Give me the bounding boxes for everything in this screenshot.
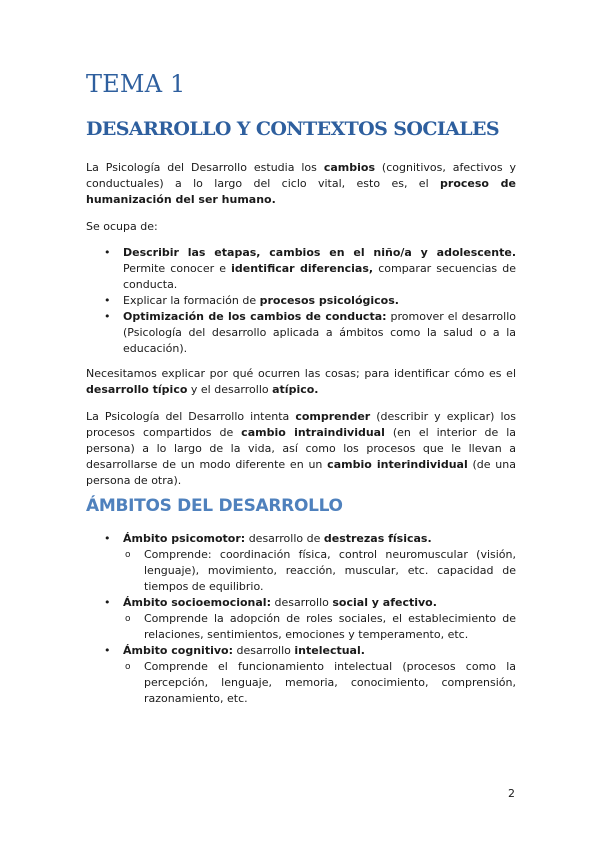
int-text-1: La Psicología del Desarrollo intenta: [86, 410, 296, 423]
list-item: [104, 643, 516, 659]
objectives-list: [104, 245, 516, 357]
ambitos-list: [104, 531, 516, 707]
page-subtitle: DESARROLLO Y CONTEXTOS SOCIALES: [86, 118, 500, 140]
amb3-text: desarrollo: [232, 644, 295, 657]
intro-bold-1: cambios: [323, 161, 375, 174]
item3-bold-1: Optimización de los cambios de conducta:: [123, 310, 387, 323]
nec-bold-2: atípico.: [272, 383, 319, 396]
intro-text-2: (cognitivos, afectivos y conductuales) a lo largo del ciclo vital, esto es, el: [86, 161, 517, 190]
sub-list-item: o Comprende: coordinación física, control neuromuscular (visión, lenguaje), movimiento, reacción, muscular, etc. capacidad de tiempos de equilibrio.: [125, 547, 516, 595]
item2-text-1: Explicar la formación de: [123, 294, 260, 307]
amb1-bold: Ámbito psicomotor:: [123, 532, 246, 545]
nec-text-2: y el desarrollo: [187, 383, 273, 396]
page-title: TEMA 1: [86, 70, 186, 98]
se-ocupa-paragraph: [86, 219, 516, 235]
amb2-text: desarrollo: [270, 596, 333, 609]
nec-bold-1: desarrollo típico: [86, 383, 188, 396]
amb1-text: desarrollo de: [245, 532, 324, 545]
int-bold-1: comprender: [295, 410, 371, 423]
list-item: [104, 531, 516, 547]
amb1-bold-2: destrezas físicas.: [323, 532, 432, 545]
int-bold-2: cambio intraindividual: [241, 426, 385, 439]
list-item: [104, 595, 516, 611]
item1-text-1: Permite conocer e: [123, 262, 232, 275]
section-heading: ÁMBITOS DEL DESARROLLO: [86, 496, 343, 516]
int-text-3: (en el interior de la persona) a lo largo de la vida, así como los procesos que le llevan a desarrollarse de un modo diferente en un: [86, 426, 516, 471]
intro-paragraph: [86, 160, 516, 208]
list-item: [104, 293, 516, 309]
item2-bold-1: procesos psicológicos.: [259, 294, 399, 307]
amb2-bold: Ámbito socioemocional:: [123, 596, 271, 609]
page-number: 2: [508, 787, 515, 800]
intro-text-1: La Psicología del Desarrollo estudia los: [86, 161, 324, 174]
item1-bold-2: identificar diferencias,: [231, 262, 374, 275]
amb2-bold-2: social y afectivo.: [332, 596, 437, 609]
sub-list-item: o Comprende la adopción de roles sociales, el establecimiento de relaciones, sentimientos, emociones y temperamento, etc.: [125, 611, 516, 643]
intenta-paragraph: [86, 409, 516, 489]
int-bold-3: cambio interindividual: [327, 458, 468, 471]
necesitamos-paragraph: [86, 366, 516, 398]
intro-bold-2: proceso de humanización del ser humano.: [86, 177, 516, 206]
list-item: [104, 309, 516, 357]
int-text-4: (de una persona de otra).: [86, 458, 516, 487]
amb3-bold-2: intelectual.: [294, 644, 365, 657]
item1-bold-1: Describir las etapas, cambios en el niño/a y adolescente.: [123, 246, 516, 259]
nec-text-1: Necesitamos explicar por qué ocurren las cosas; para identificar cómo es el: [86, 367, 516, 380]
se-ocupa-text: Se ocupa de:: [86, 220, 158, 233]
int-text-2: (describir y explicar) los procesos compartidos de: [86, 410, 516, 439]
list-item: [104, 245, 516, 293]
item1-text-2: comparar secuencias de conducta.: [123, 262, 517, 291]
item3-text-1: promover el desarrollo (Psicología del desarrollo aplicada a ámbitos como la salud o a la educación).: [123, 310, 516, 355]
sub-list-item: o Comprende el funcionamiento intelectual (procesos como la percepción, lenguaje, memoria, conocimiento, comprensión, razonamiento, etc.: [125, 659, 516, 707]
amb3-bold: Ámbito cognitivo:: [123, 644, 233, 657]
